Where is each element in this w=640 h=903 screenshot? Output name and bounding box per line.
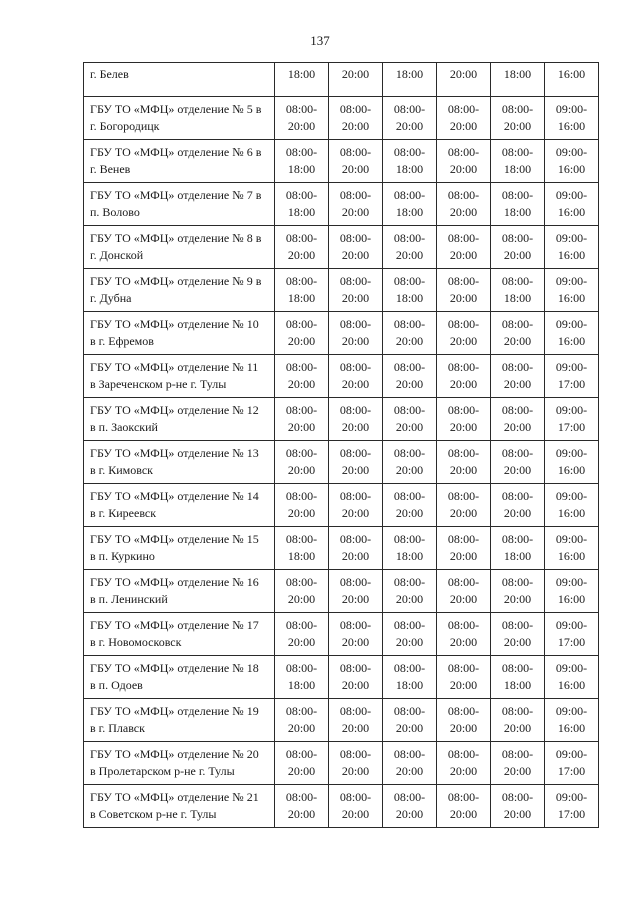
office-name-cell — [84, 398, 275, 441]
office-name-line: ГБУ ТО «МФЦ» отделение № 19 — [90, 704, 259, 718]
table-row — [84, 699, 599, 742]
hours-cell: 16:00 — [545, 63, 599, 97]
hours-cell: 08:00- 20:00 — [275, 312, 329, 355]
office-name-line: ГБУ ТО «МФЦ» отделение № 11 — [90, 360, 259, 374]
hours-cell: 08:00- 20:00 — [383, 613, 437, 656]
hours-cell: 08:00- 20:00 — [491, 699, 545, 742]
hours-cell: 08:00- 20:00 — [437, 570, 491, 613]
office-name-line: ГБУ ТО «МФЦ» отделение № 10 — [90, 317, 259, 331]
hours-cell: 09:00- 16:00 — [545, 527, 599, 570]
hours-cell: 08:00- 20:00 — [491, 613, 545, 656]
table-row — [84, 355, 599, 398]
hours-cell: 08:00- 20:00 — [437, 355, 491, 398]
hours-cell: 08:00- 20:00 — [383, 441, 437, 484]
schedule-table-body — [84, 63, 599, 828]
hours-cell: 08:00- 20:00 — [383, 97, 437, 140]
office-name-line: п. Волово — [90, 205, 140, 219]
hours-cell: 08:00- 20:00 — [437, 398, 491, 441]
hours-cell: 09:00- 16:00 — [545, 312, 599, 355]
office-name-line: в п. Заокский — [90, 420, 158, 434]
hours-cell: 08:00- 20:00 — [491, 312, 545, 355]
office-name-cell — [84, 484, 275, 527]
office-name-line: ГБУ ТО «МФЦ» отделение № 13 — [90, 446, 259, 460]
office-name-cell — [84, 269, 275, 312]
office-name-line: г. Венев — [90, 162, 131, 176]
hours-cell: 08:00- 20:00 — [275, 570, 329, 613]
table-row — [84, 63, 599, 97]
table-row — [84, 140, 599, 183]
hours-cell: 08:00- 20:00 — [329, 785, 383, 828]
hours-cell: 08:00- 20:00 — [275, 742, 329, 785]
hours-cell: 08:00- 20:00 — [437, 656, 491, 699]
hours-cell: 08:00- 20:00 — [437, 140, 491, 183]
hours-cell: 08:00- 20:00 — [329, 484, 383, 527]
hours-cell: 09:00- 17:00 — [545, 613, 599, 656]
hours-cell: 08:00- 18:00 — [275, 183, 329, 226]
hours-cell: 08:00- 20:00 — [275, 97, 329, 140]
hours-cell: 08:00- 20:00 — [491, 484, 545, 527]
hours-cell: 08:00- 20:00 — [329, 183, 383, 226]
office-name-line: в п. Ленинский — [90, 592, 168, 606]
hours-cell: 08:00- 20:00 — [329, 742, 383, 785]
hours-cell: 08:00- 20:00 — [437, 613, 491, 656]
hours-cell: 08:00- 18:00 — [383, 527, 437, 570]
hours-cell: 08:00- 20:00 — [329, 699, 383, 742]
office-name-line: в Зареченском р-не г. Тулы — [90, 377, 227, 391]
hours-cell: 08:00- 20:00 — [437, 226, 491, 269]
office-name-line: ГБУ ТО «МФЦ» отделение № 21 — [90, 790, 259, 804]
hours-cell: 08:00- 20:00 — [329, 97, 383, 140]
table-row — [84, 527, 599, 570]
hours-cell: 18:00 — [491, 63, 545, 97]
hours-cell: 08:00- 20:00 — [383, 355, 437, 398]
office-name-line: в г. Новомосковск — [90, 635, 182, 649]
table-row — [84, 742, 599, 785]
hours-cell: 08:00- 20:00 — [329, 527, 383, 570]
hours-cell: 09:00- 16:00 — [545, 699, 599, 742]
hours-cell: 08:00- 20:00 — [491, 742, 545, 785]
hours-cell: 08:00- 20:00 — [329, 441, 383, 484]
hours-cell: 08:00- 20:00 — [437, 484, 491, 527]
table-row — [84, 613, 599, 656]
office-name-line: ГБУ ТО «МФЦ» отделение № 6 в — [90, 145, 262, 159]
hours-cell: 08:00- 20:00 — [329, 570, 383, 613]
office-name-cell — [84, 656, 275, 699]
table-row — [84, 226, 599, 269]
hours-cell: 08:00- 20:00 — [383, 226, 437, 269]
hours-cell: 08:00- 18:00 — [383, 140, 437, 183]
hours-cell: 08:00- 20:00 — [383, 742, 437, 785]
hours-cell: 08:00- 20:00 — [329, 398, 383, 441]
schedule-table — [83, 62, 599, 828]
hours-cell: 08:00- 18:00 — [491, 183, 545, 226]
hours-cell: 08:00- 20:00 — [383, 398, 437, 441]
office-name-cell — [84, 742, 275, 785]
office-name-line: ГБУ ТО «МФЦ» отделение № 15 — [90, 532, 259, 546]
hours-cell: 08:00- 20:00 — [275, 398, 329, 441]
hours-cell: 08:00- 18:00 — [491, 269, 545, 312]
office-name-line: в г. Ефремов — [90, 334, 154, 348]
hours-cell: 08:00- 20:00 — [275, 441, 329, 484]
hours-cell: 08:00- 18:00 — [383, 269, 437, 312]
office-name-cell — [84, 527, 275, 570]
office-name-line: в г. Кимовск — [90, 463, 154, 477]
office-name-line: ГБУ ТО «МФЦ» отделение № 5 в — [90, 102, 262, 116]
hours-cell: 08:00- 20:00 — [329, 613, 383, 656]
hours-cell: 08:00- 18:00 — [491, 656, 545, 699]
hours-cell: 08:00- 20:00 — [437, 183, 491, 226]
hours-cell: 08:00- 20:00 — [437, 269, 491, 312]
hours-cell: 09:00- 17:00 — [545, 742, 599, 785]
hours-cell: 08:00- 18:00 — [383, 656, 437, 699]
hours-cell: 08:00- 20:00 — [275, 355, 329, 398]
office-name-cell — [84, 183, 275, 226]
hours-cell: 18:00 — [275, 63, 329, 97]
hours-cell: 08:00- 18:00 — [275, 527, 329, 570]
hours-cell: 08:00- 20:00 — [383, 484, 437, 527]
table-row — [84, 97, 599, 140]
hours-cell: 08:00- 20:00 — [491, 226, 545, 269]
hours-cell: 08:00- 18:00 — [275, 269, 329, 312]
hours-cell: 08:00- 20:00 — [437, 785, 491, 828]
hours-cell: 08:00- 20:00 — [383, 785, 437, 828]
office-name-line: ГБУ ТО «МФЦ» отделение № 16 — [90, 575, 259, 589]
office-name-line: в п. Куркино — [90, 549, 155, 563]
hours-cell: 18:00 — [383, 63, 437, 97]
table-row — [84, 484, 599, 527]
hours-cell: 08:00- 20:00 — [383, 312, 437, 355]
table-row — [84, 656, 599, 699]
hours-cell: 09:00- 16:00 — [545, 656, 599, 699]
hours-cell: 08:00- 20:00 — [275, 613, 329, 656]
office-name-line: г. Дубна — [90, 291, 132, 305]
office-name-line: в Пролетарском р-не г. Тулы — [90, 764, 235, 778]
hours-cell: 08:00- 18:00 — [275, 140, 329, 183]
table-row — [84, 312, 599, 355]
table-row — [84, 398, 599, 441]
office-name-line: г. Донской — [90, 248, 144, 262]
hours-cell: 09:00- 16:00 — [545, 269, 599, 312]
hours-cell: 08:00- 20:00 — [329, 656, 383, 699]
hours-cell: 08:00- 18:00 — [491, 140, 545, 183]
office-name-line: в г. Плавск — [90, 721, 145, 735]
office-name-cell — [84, 570, 275, 613]
hours-cell: 09:00- 16:00 — [545, 226, 599, 269]
hours-cell: 08:00- 20:00 — [275, 484, 329, 527]
hours-cell: 20:00 — [437, 63, 491, 97]
hours-cell: 09:00- 17:00 — [545, 398, 599, 441]
office-name-cell — [84, 785, 275, 828]
hours-cell: 08:00- 20:00 — [329, 355, 383, 398]
hours-cell: 08:00- 20:00 — [329, 140, 383, 183]
office-name-cell — [84, 355, 275, 398]
office-name-line: г. Белев — [90, 67, 129, 81]
hours-cell: 09:00- 16:00 — [545, 183, 599, 226]
hours-cell: 08:00- 20:00 — [383, 570, 437, 613]
office-name-line: ГБУ ТО «МФЦ» отделение № 9 в — [90, 274, 262, 288]
hours-cell: 08:00- 18:00 — [275, 656, 329, 699]
office-name-line: в г. Киреевск — [90, 506, 157, 520]
table-row — [84, 785, 599, 828]
hours-cell: 08:00- 20:00 — [275, 785, 329, 828]
table-row — [84, 441, 599, 484]
office-name-cell — [84, 226, 275, 269]
office-name-line: ГБУ ТО «МФЦ» отделение № 18 — [90, 661, 259, 675]
hours-cell: 08:00- 20:00 — [329, 226, 383, 269]
office-name-line: в Советском р-не г. Тулы — [90, 807, 217, 821]
hours-cell: 09:00- 16:00 — [545, 484, 599, 527]
office-name-line: в п. Одоев — [90, 678, 143, 692]
table-row — [84, 269, 599, 312]
hours-cell: 09:00- 16:00 — [545, 97, 599, 140]
hours-cell: 08:00- 20:00 — [437, 527, 491, 570]
hours-cell: 08:00- 20:00 — [437, 699, 491, 742]
office-name-line: ГБУ ТО «МФЦ» отделение № 20 — [90, 747, 259, 761]
hours-cell: 08:00- 20:00 — [437, 312, 491, 355]
hours-cell: 20:00 — [329, 63, 383, 97]
office-name-cell — [84, 312, 275, 355]
hours-cell: 08:00- 20:00 — [437, 441, 491, 484]
hours-cell: 09:00- 16:00 — [545, 570, 599, 613]
table-row — [84, 183, 599, 226]
office-name-line: ГБУ ТО «МФЦ» отделение № 7 в — [90, 188, 262, 202]
hours-cell: 08:00- 18:00 — [383, 183, 437, 226]
office-name-cell — [84, 699, 275, 742]
hours-cell: 08:00- 20:00 — [491, 785, 545, 828]
hours-cell: 08:00- 20:00 — [491, 97, 545, 140]
hours-cell: 08:00- 20:00 — [491, 398, 545, 441]
office-name-cell — [84, 441, 275, 484]
hours-cell: 09:00- 17:00 — [545, 355, 599, 398]
hours-cell: 09:00- 16:00 — [545, 140, 599, 183]
office-name-line: ГБУ ТО «МФЦ» отделение № 8 в — [90, 231, 262, 245]
hours-cell: 08:00- 20:00 — [491, 570, 545, 613]
office-name-line: ГБУ ТО «МФЦ» отделение № 12 — [90, 403, 259, 417]
hours-cell: 08:00- 20:00 — [275, 226, 329, 269]
hours-cell: 08:00- 18:00 — [491, 527, 545, 570]
office-name-line: г. Богородицк — [90, 119, 160, 133]
office-name-line: ГБУ ТО «МФЦ» отделение № 17 — [90, 618, 259, 632]
hours-cell: 09:00- 17:00 — [545, 785, 599, 828]
hours-cell: 08:00- 20:00 — [329, 269, 383, 312]
hours-cell: 09:00- 16:00 — [545, 441, 599, 484]
hours-cell: 08:00- 20:00 — [383, 699, 437, 742]
office-name-cell — [84, 613, 275, 656]
office-name-line: ГБУ ТО «МФЦ» отделение № 14 — [90, 489, 259, 503]
office-name-cell — [84, 140, 275, 183]
hours-cell: 08:00- 20:00 — [275, 699, 329, 742]
hours-cell: 08:00- 20:00 — [491, 441, 545, 484]
hours-cell: 08:00- 20:00 — [437, 97, 491, 140]
table-row — [84, 570, 599, 613]
office-name-cell — [84, 97, 275, 140]
hours-cell: 08:00- 20:00 — [491, 355, 545, 398]
hours-cell: 08:00- 20:00 — [437, 742, 491, 785]
office-name-cell — [84, 63, 275, 97]
page-number: 137 — [310, 33, 330, 48]
hours-cell: 08:00- 20:00 — [329, 312, 383, 355]
